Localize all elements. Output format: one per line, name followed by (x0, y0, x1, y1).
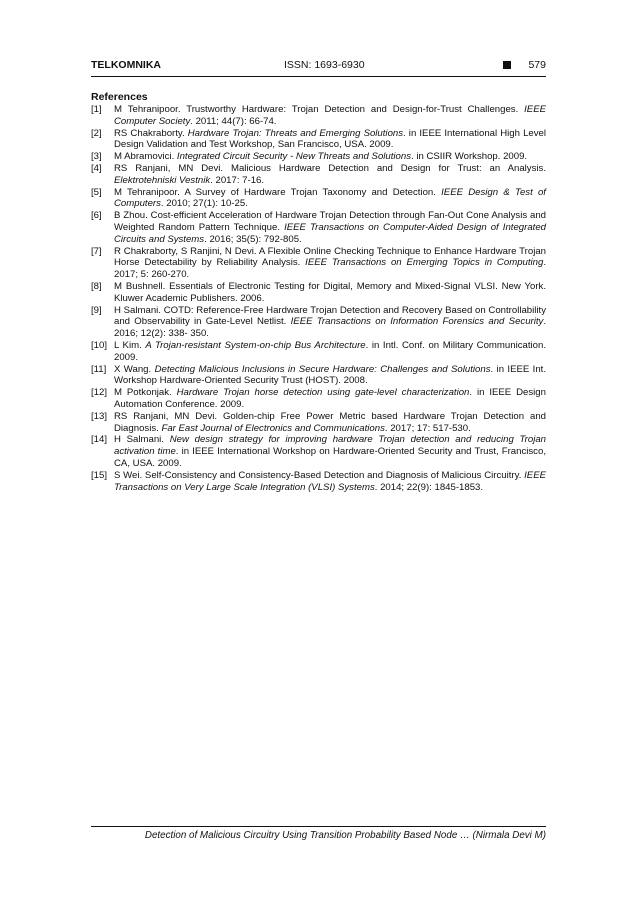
reference-details: . 2017; 5: 260-270. (114, 257, 546, 281)
reference-details: . 2014; 22(9): 1845-1853. (374, 481, 484, 493)
header-rule (91, 76, 546, 77)
reference-text (114, 470, 546, 493)
reference-number: [9] (91, 304, 102, 316)
reference-item (91, 470, 546, 494)
reference-number: [7] (91, 245, 102, 257)
reference-number: [1] (91, 104, 102, 115)
reference-number: [12] (91, 387, 108, 399)
reference-authors: RS Ranjani, MN Devi. Malicious Hardware Detection and Design for Trust: an Analysis. (114, 162, 546, 174)
running-header (91, 58, 546, 74)
footer-rule (91, 826, 546, 827)
reference-authors: X Wang. (114, 363, 152, 375)
reference-number: [14] (91, 434, 108, 446)
reference-item (91, 104, 546, 128)
reference-text (114, 434, 546, 469)
reference-details: . in CSIIR Workshop. 2009. (411, 151, 528, 163)
reference-item (91, 411, 546, 435)
reference-text (114, 210, 546, 245)
page-number: 579 (528, 59, 546, 71)
reference-details: . in IEEE Int. Workshop Hardware-Oriented Security Trust (HOST). 2008. (114, 363, 547, 387)
reference-venue: IEEE Transactions on Very Large Scale Integration (VLSI) Systems (114, 469, 546, 493)
reference-text (114, 387, 546, 410)
reference-authors: M Potkonjak. (114, 387, 172, 399)
reference-item (91, 246, 546, 281)
reference-number: [6] (91, 210, 102, 222)
reference-venue: New design strategy for improving hardware Trojan detection and reducing Trojan activation time (114, 434, 547, 458)
reference-text (114, 305, 546, 340)
reference-item (91, 305, 546, 340)
reference-item (91, 364, 546, 388)
reference-venue: A Trojan-resistant System-on-chip Bus Architecture (145, 339, 366, 351)
reference-number: [4] (91, 162, 102, 174)
reference-details: . 2016; 35(5): 792-805. (204, 233, 302, 245)
reference-text (114, 340, 546, 363)
reference-authors: M Bushnell. Essentials of Electronic Testing for Digital, Memory and Mixed-Signal VLSI. New York. Kluwer Academic Publishers. 2006. (114, 280, 546, 304)
reference-venue: Detecting Malicious Inclusions in Secure Hardware: Challenges and Solutions (154, 363, 491, 375)
reference-venue: IEEE Transactions on Emerging Topics in Computing (305, 257, 544, 269)
reference-details: . 2010; 27(1): 10-25. (160, 198, 248, 210)
reference-authors: RS Chakraborty. (114, 127, 185, 139)
reference-item (91, 340, 546, 364)
reference-details: . 2017: 7-16. (210, 174, 265, 186)
reference-item (91, 151, 546, 163)
reference-authors: H Salmani. COTD: Reference-Free Hardware Trojan Detection and Recovery Based on Controllability and Observability in Gate-Level Netlist. (114, 304, 546, 328)
reference-number: [2] (91, 127, 102, 139)
reference-authors: L Kim. (114, 339, 142, 351)
reference-details: . 2017; 17: 517-530. (384, 422, 471, 434)
reference-number: [11] (91, 363, 107, 375)
reference-authors: B Zhou. Cost-efficient Acceleration of Hardware Trojan Detection through Fan-Out Cone Analysis and Weighted Random Pattern Technique. (114, 210, 546, 233)
reference-text (114, 364, 546, 387)
reference-details: . in IEEE Design Automation Conference. 2009. (114, 387, 546, 410)
reference-item (91, 387, 546, 411)
reference-authors: M Tehranipoor. Trustworthy Hardware: Trojan Detection and Design-for-Trust Challenges. (114, 104, 519, 115)
reference-number: [10] (91, 339, 108, 351)
reference-number: [13] (91, 410, 108, 422)
references-heading: References (91, 91, 148, 103)
reference-number: [15] (91, 469, 108, 481)
reference-venue: Elektrotehniski Vestnik (114, 174, 211, 186)
reference-number: [3] (91, 151, 102, 163)
reference-number: [5] (91, 186, 102, 198)
reference-venue: Integrated Circuit Security - New Threats and Solutions (176, 151, 412, 163)
reference-text (114, 151, 527, 162)
reference-text (114, 281, 546, 304)
reference-authors: H Salmani. (114, 434, 164, 446)
reference-details: . 2016; 12(2): 338- 350. (114, 316, 546, 340)
reference-item (91, 187, 546, 211)
reference-text (114, 163, 546, 186)
reference-item (91, 163, 546, 187)
reference-item (91, 281, 546, 305)
reference-number: [8] (91, 280, 102, 292)
reference-details: . 2011; 44(7): 66-74. (190, 115, 277, 127)
running-footer: Detection of Malicious Circuitry Using Transition Probability Based Node … (Nirmala Devi M) (144, 830, 546, 841)
references-section (91, 91, 546, 493)
reference-text (114, 246, 546, 281)
reference-text (114, 411, 546, 434)
reference-details: . in Intl. Conf. on Military Communication. 2009. (114, 339, 546, 363)
reference-venue: IEEE Design & Test of Computers (114, 186, 546, 210)
reference-venue: IEEE Computer Society (114, 104, 546, 127)
reference-text (114, 104, 546, 127)
reference-item (91, 210, 546, 245)
reference-item (91, 434, 546, 469)
reference-list (91, 104, 546, 493)
reference-authors: R Chakraborty, S Ranjini, N Devi. A Flexible Online Checking Technique to Enhance Hardware Trojan Horse Detectability by Reliability Analysis. (114, 245, 546, 269)
issn: ISSN: 1693-6930 (284, 59, 365, 71)
square-bullet-icon (503, 61, 511, 69)
reference-venue: Hardware Trojan: Threats and Emerging Solutions (187, 127, 404, 139)
reference-authors: M Tehranipoor. A Survey of Hardware Trojan Taxonomy and Detection. (114, 186, 436, 198)
reference-details: . in IEEE International High Level Design Validation and Test Workshop, San Francisco, USA. 2009. (114, 127, 547, 151)
reference-text (114, 187, 546, 210)
reference-authors: S Wei. Self-Consistency and Consistency-Based Detection and Diagnosis of Malicious Circuitry. (114, 469, 522, 481)
reference-authors: RS Ranjani, MN Devi. Golden-chip Free Power Metric based Hardware Trojan Detection and Diagnosis. (114, 410, 546, 434)
reference-venue: Far East Journal of Electronics and Communications (161, 422, 385, 434)
reference-text (114, 128, 546, 151)
reference-details: . in IEEE International Workshop on Hardware-Oriented Security and Trust, Francisco, CA, USA. 2009. (114, 446, 546, 469)
reference-venue: IEEE Transactions on Information Forensics and Security (290, 316, 544, 328)
reference-authors: M Abramovici. (114, 151, 175, 163)
reference-venue: Hardware Trojan horse detection using gate-level characterization (176, 387, 470, 399)
reference-venue: IEEE Transactions on Computer-Aided Design of Integrated Circuits and Systems (114, 221, 546, 245)
journal-name: TELKOMNIKA (91, 59, 161, 71)
reference-item (91, 128, 546, 152)
